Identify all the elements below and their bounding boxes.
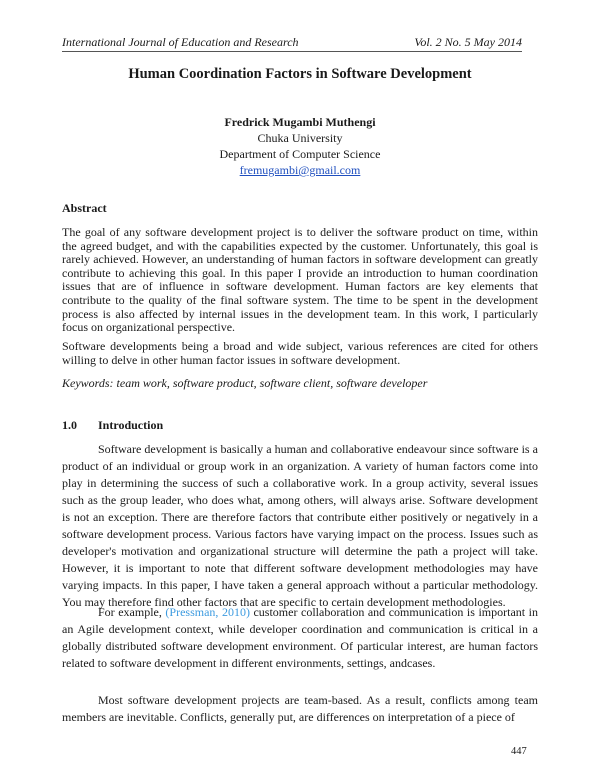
intro-paragraph-3: Most software development projects are team-based. As a result, conflicts among team members are inevitable. Conflicts, generally put, are differences on interpretation of a piece of (62, 693, 538, 724)
keywords: Keywords: team work, software product, software client, software developer (62, 376, 428, 390)
intro-p2-start: For example, (98, 605, 166, 619)
section-number: 1.0 (62, 418, 77, 432)
abstract-heading: Abstract (62, 201, 107, 215)
section-title: Introduction (98, 418, 164, 432)
author-name: Fredrick Mugambi Muthengi (224, 115, 376, 129)
journal-name: International Journal of Education and Research (62, 35, 299, 49)
running-header (62, 35, 522, 52)
abstract-paragraph-2: Software developments being a broad and wide subject, various references are cited for others willing to delve in other human factor issues in software development. (62, 339, 538, 367)
author-affiliation: Chuka University (257, 131, 343, 145)
author-block (0, 114, 600, 178)
intro-p2-rest: customer collaboration and communication is important in an Agile development context, while developer coordination and communication is critical in a globally distributed software development environment. Of particular interest, are human factors related to software development in different environments, settings, andcases. (62, 605, 538, 670)
author-department: Department of Computer Science (219, 147, 381, 161)
abstract-paragraph-1: The goal of any software development project is to deliver the software product on time, within the agreed budget, and with the capabilities expected by the customer. Unfortunately, this goal is rarely achieved. However, an understanding of human factors in software development can greatly contribute to achieving this goal. In this paper I provide an introduction to human coordination issues that are of influence in software development. Human factors are key elements that contribute to the quality of the final software system. The time to be spent in the development process is also affected by internal issues in the development team. In this work, I particularly focus on organizational perspective. (62, 225, 538, 335)
paper-title: Human Coordination Factors in Software Development (128, 66, 472, 82)
author-email-link[interactable]: fremugambi@gmail.com (239, 163, 361, 177)
page-number: 447 (511, 746, 527, 757)
intro-paragraph-1: Software development is basically a human and collaborative endeavour since software is a product of an individual or group work in an organization. A variety of human factors come into play in determining the success of such a collaborative work. In a group activity, several issues such as the group leader, who does what, among others, will always arise. Software development is not an exception. There are therefore factors that contribute either positively or negatively in a software development process. Various factors have varying impact on the process. Issues such as developer's motivation and organizational structure will determine the path a project will take. However, it is important to note that different software development methodologies may have varying impacts. In this paper, I have taken a general approach without a particular methodology. You may therefore find other factors that are specific to certain development methodologies. (62, 442, 538, 609)
citation-link[interactable]: (Pressman, 2010) (165, 605, 250, 619)
intro-paragraph-2 (62, 604, 538, 672)
issue-info: Vol. 2 No. 5 May 2014 (414, 35, 522, 49)
